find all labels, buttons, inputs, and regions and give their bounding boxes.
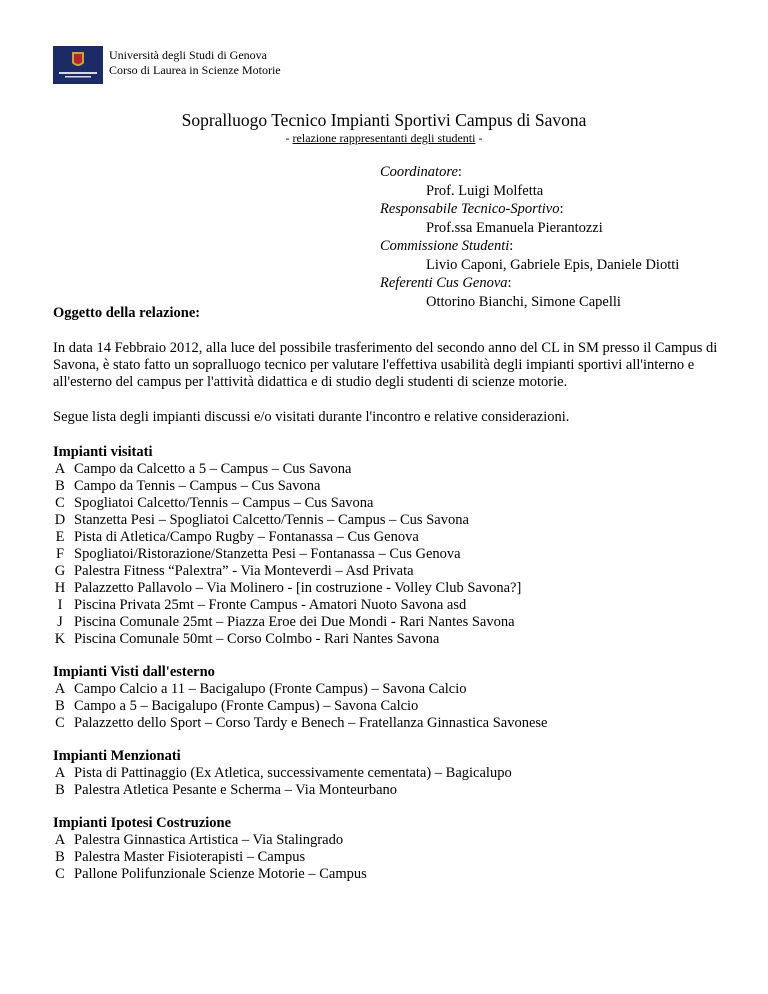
document-body [53,305,723,899]
people-entry: Responsabile Tecnico-Sportivo: Prof.ssa Emanuela Pierantozzi [380,200,679,237]
university-name: Università degli Studi di Genova [109,48,267,62]
university-seal-icon [53,46,103,84]
facility-section [53,664,723,732]
list-item-letter: A [54,832,66,848]
list-intro-paragraph: Segue lista degli impianti discussi e/o visitati durante l'incontro e relative considerazioni. [53,409,570,425]
sections-container [53,444,723,883]
list-item-letter: A [54,765,66,781]
list-item-letter: C [55,866,65,882]
list-item-text: Piscina Comunale 50mt – Corso Colmbo - Rari Nantes Savona [74,631,440,647]
list-item-letter: E [55,529,65,545]
list-item-text: Pista di Atletica/Campo Rugby – Fontanassa – Cus Genova [74,529,419,545]
people-names: Ottorino Bianchi, Simone Capelli [426,293,621,310]
list-item-letter: H [54,580,66,596]
list-item-letter: B [55,698,65,714]
course-name: Corso di Laurea in Scienze Motorie [109,63,281,77]
people-role: Responsabile Tecnico-Sportivo [380,201,560,217]
list-item-letter: C [55,495,65,511]
list-item [53,849,723,866]
people-names: Prof. Luigi Molfetta [426,182,544,199]
list-item-letter: B [55,782,65,798]
list-item-text: Pista di Pattinaggio (Ex Atletica, successivamente cementata) – Bagicalupo [74,765,512,781]
section-heading: Impianti Menzionati [53,748,181,764]
facility-section [53,748,723,799]
section-heading: Impianti visitati [53,444,153,460]
people-role: Commissione Studenti [380,238,510,254]
list-item-text: Piscina Comunale 25mt – Piazza Eroe dei Due Mondi - Rari Nantes Savona [74,614,515,630]
list-item [53,782,723,799]
list-item-letter: D [54,512,66,528]
list-item [53,866,723,883]
list-item-text: Piscina Privata 25mt – Fronte Campus - Amatori Nuoto Savona asd [74,597,467,613]
oggetto-heading: Oggetto della relazione: [53,305,201,321]
document-subtitle [0,131,768,146]
list-item [53,529,723,546]
university-logo [53,46,103,84]
document-header [53,44,281,84]
list-item-letter: C [55,715,65,731]
list-item-text: Palestra Fitness “Palextra” - Via Monteverdi – Asd Privata [74,563,414,579]
list-item-letter: A [54,681,66,697]
list-item [53,765,723,782]
list-item [53,681,723,698]
people-names: Livio Caponi, Gabriele Epis, Daniele Diotti [426,256,680,273]
list-item-text: Campo a 5 – Bacigalupo (Fronte Campus) – Savona Calcio [74,698,419,714]
list-item [53,478,723,495]
section-heading: Impianti Visti dall'esterno [53,664,215,680]
list-item-text: Campo da Tennis – Campus – Cus Savona [74,478,321,494]
facility-section [53,444,723,648]
list-item [53,580,723,597]
subtitle-text: relazione rappresentanti degli studenti [292,131,476,145]
list-item-text: Stanzetta Pesi – Spogliatoi Calcetto/Tennis – Campus – Cus Savona [74,512,469,528]
list-item-letter: B [55,478,65,494]
list-item [53,614,723,631]
list-item-text: Pallone Polifunzionale Scienze Motorie – Campus [74,866,367,882]
list-item [53,563,723,580]
list-item [53,461,723,478]
list-item-letter: G [54,563,66,579]
list-item [53,512,723,529]
people-role: Referenti Cus Genova [380,275,508,291]
people-entry: Referenti Cus Genova: Ottorino Bianchi, Simone Capelli [380,274,679,311]
people-entry: Coordinatore: Prof. Luigi Molfetta [380,163,679,200]
list-item-letter: K [54,631,66,647]
list-item [53,631,723,648]
list-item-text: Palazzetto Pallavolo – Via Molinero - [in costruzione - Volley Club Savona?] [74,580,522,596]
intro-paragraph: In data 14 Febbraio 2012, alla luce del possibile trasferimento del secondo anno del CL in SM presso il Campus di Savona, è stato fatto un sopralluogo tecnico per valutare l'effettiva usabilità degli impianti sportivi all'interno e all'esterno del campus per l'attività didattica e di studio degli studenti di scienze motorie. [53,340,718,390]
list-item [53,495,723,512]
list-item-text: Palestra Master Fisioterapisti – Campus [74,849,306,865]
list-item [53,715,723,732]
header-text [109,48,281,78]
section-heading: Impianti Ipotesi Costruzione [53,815,232,831]
people-role: Coordinatore [380,164,458,180]
list-item-letter: B [55,849,65,865]
people-names: Prof.ssa Emanuela Pierantozzi [426,219,603,236]
people-entry: Commissione Studenti: Livio Caponi, Gabriele Epis, Daniele Diotti [380,238,680,273]
list-item-letter: J [57,614,63,630]
list-item [53,698,723,715]
list-item-text: Campo da Calcetto a 5 – Campus – Cus Savona [74,461,352,477]
subtitle-prefix: - [285,131,293,145]
list-item-text: Palazzetto dello Sport – Corso Tardy e Benech – Fratellanza Ginnastica Savonese [74,715,548,731]
list-item-text: Palestra Atletica Pesante e Scherma – Via Monteurbano [74,782,398,798]
list-item [53,546,723,563]
facility-section [53,815,723,883]
list-item [53,597,723,614]
list-item-text: Spogliatoi Calcetto/Tennis – Campus – Cus Savona [74,495,374,511]
list-item-letter: I [57,597,63,613]
list-item-text: Campo Calcio a 11 – Bacigalupo (Fronte Campus) – Savona Calcio [74,681,467,697]
document-title: Sopralluogo Tecnico Impianti Sportivi Campus di Savona [181,110,587,130]
list-item-letter: F [55,546,65,562]
list-item-text: Palestra Ginnastica Artistica – Via Stalingrado [74,832,344,848]
list-item-letter: A [54,461,66,477]
subtitle-suffix: - [475,131,483,145]
list-item [53,832,723,849]
people-block [380,163,679,311]
list-item-text: Spogliatoi/Ristorazione/Stanzetta Pesi – Fontanassa – Cus Genova [74,546,461,562]
